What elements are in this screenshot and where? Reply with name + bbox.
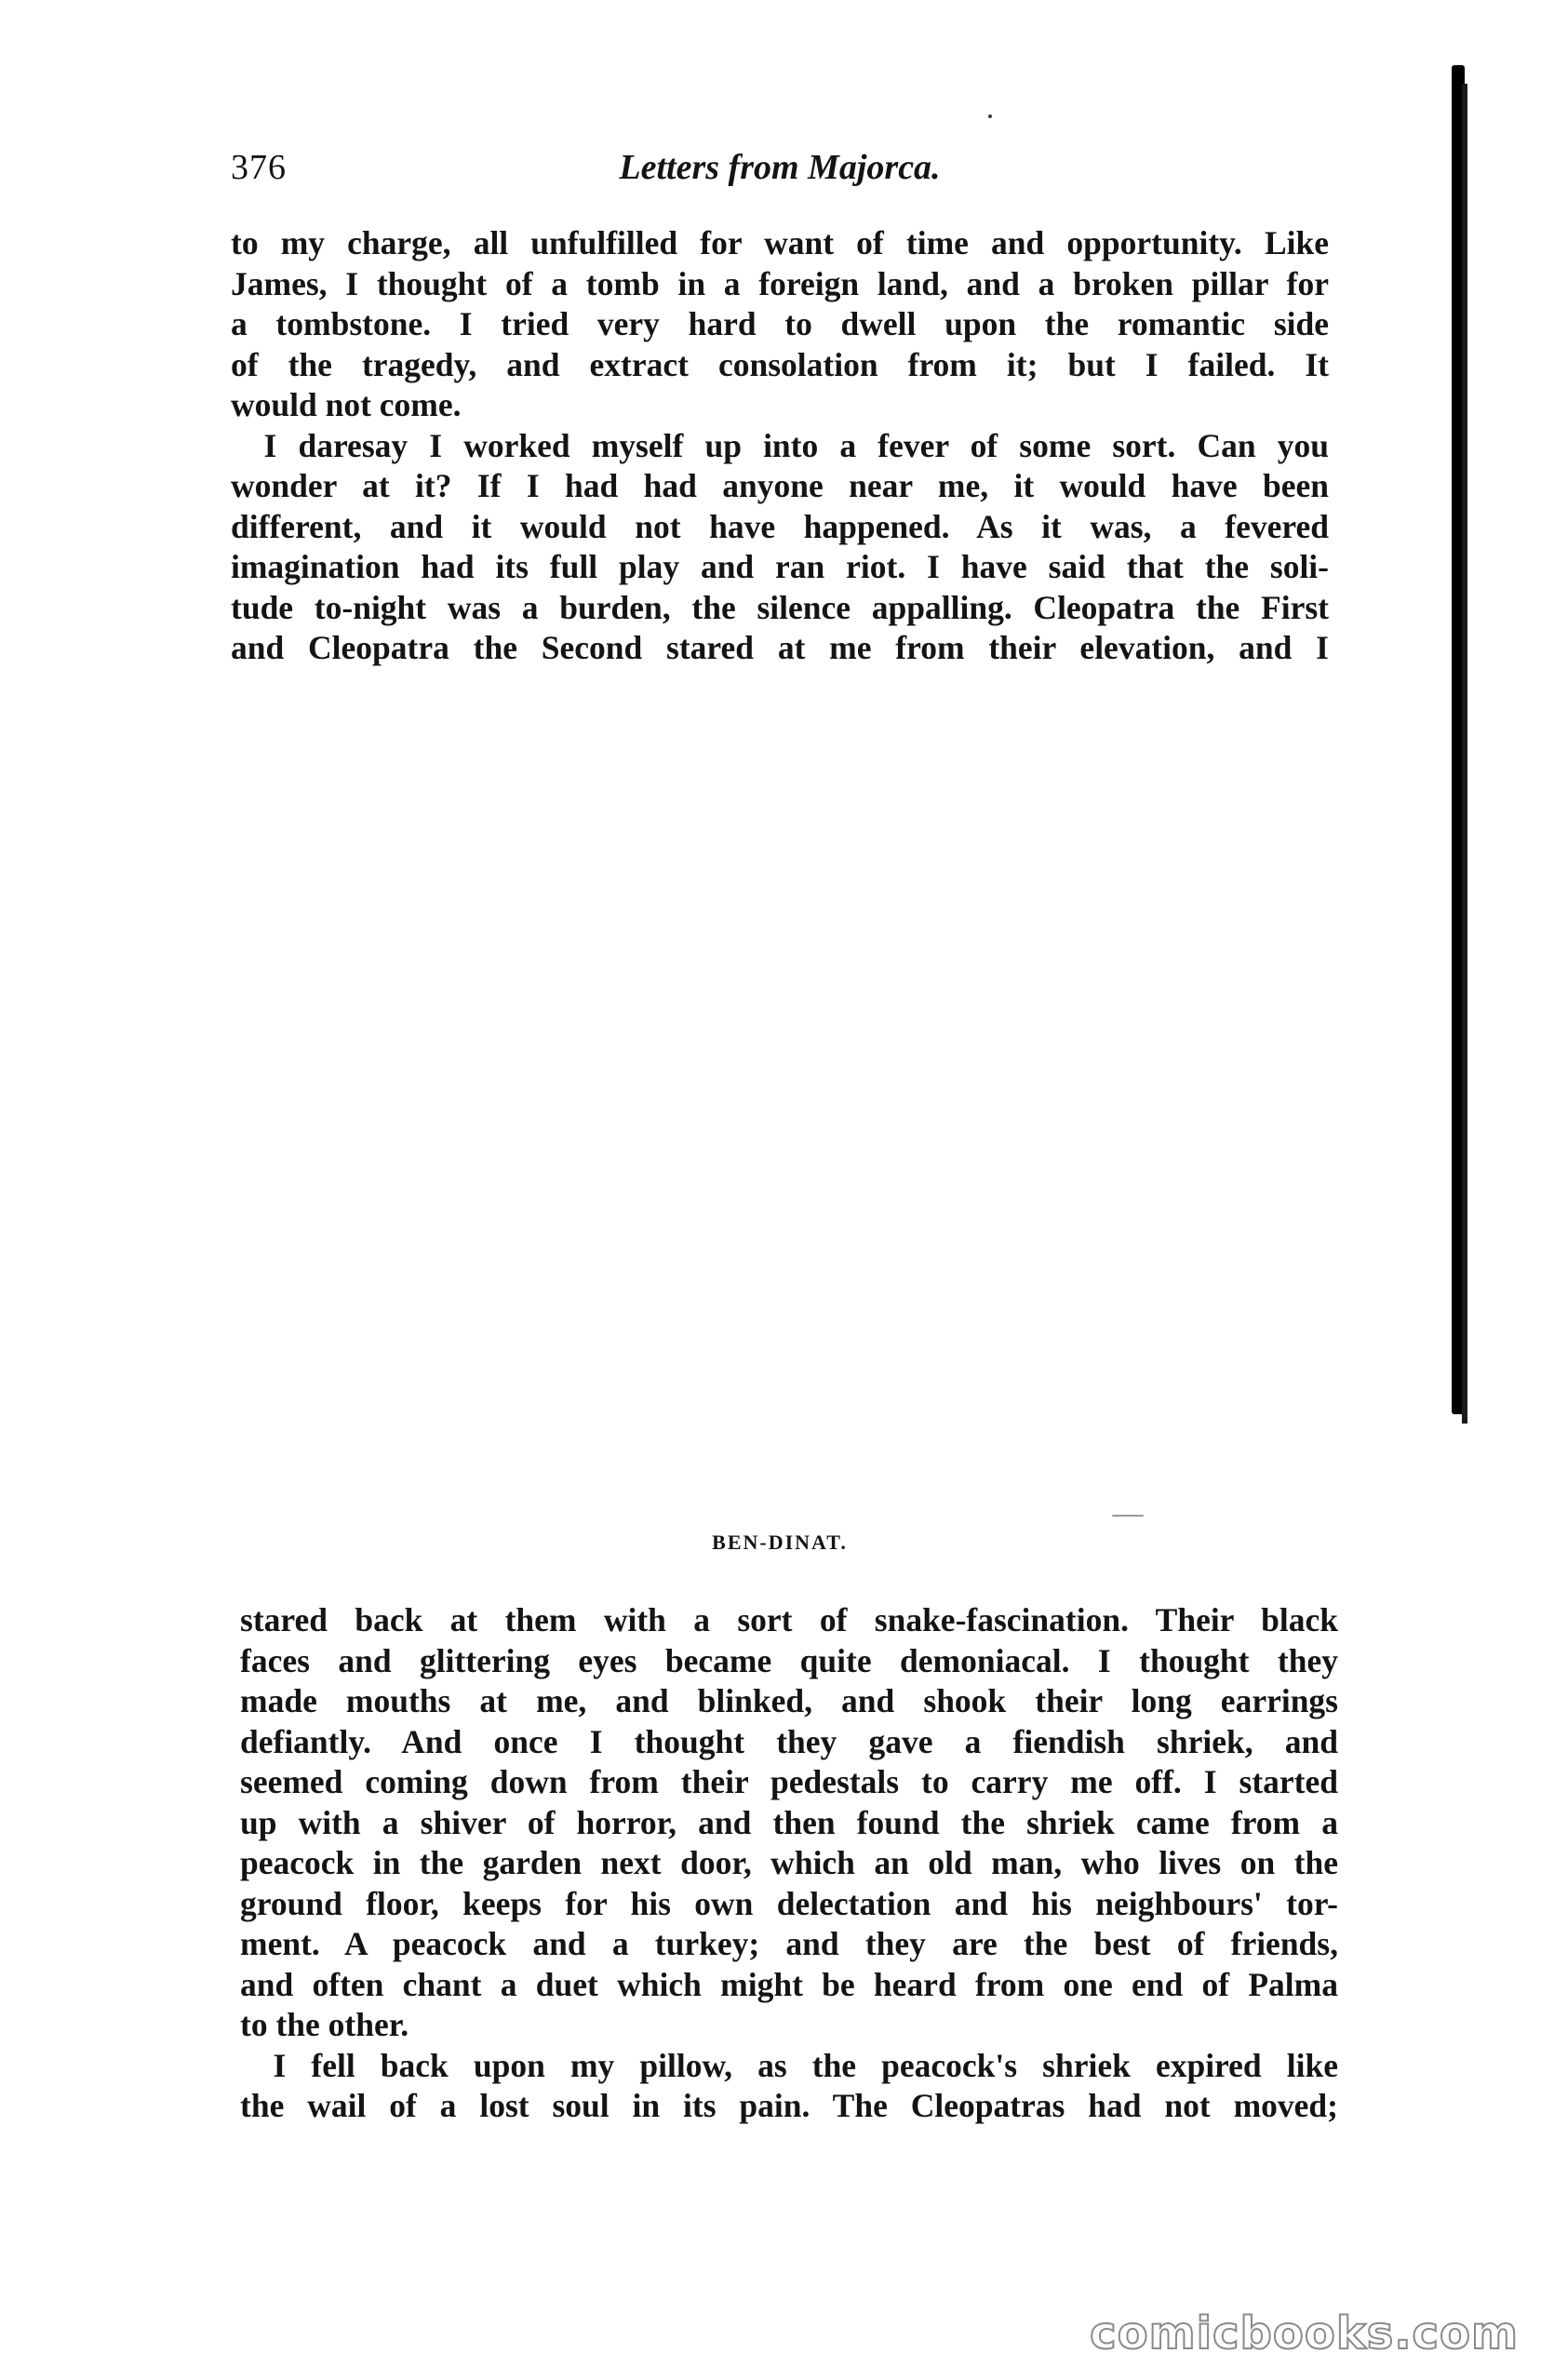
text-line: I daresay I worked myself up into a fever of some sort. Can you [263,426,1329,464]
running-title: Letters from Majorca. [619,148,941,187]
text-line: and often chant a duet which might be heard from one end of Palma [240,1965,1338,2003]
text-line: seemed coming down from their pedestals to carry me off. I started [240,1763,1338,1800]
text-line: imagination had its full play and ran riot. I have said that the soli- [231,548,1329,585]
page-binding-shadow [1462,84,1467,1424]
text-line: up with a shiver of horror, and then found the shriek came from a [240,1803,1338,1841]
site-watermark: comicbooks.com [1090,2307,1519,2360]
body-text-bottom [240,1600,1338,2127]
page-number: 376 [231,148,287,187]
text-line: would not come. [231,386,462,423]
text-line: wonder at it? If I had had anyone near me, it would have been [231,467,1329,504]
illustration-caption: BEN-DINAT. [712,1531,848,1554]
text-line: ground floor, keeps for his own delectation and his neighbours' tor- [240,1884,1338,1922]
text-line: different, and it would not have happened. As it was, a fevered [231,507,1329,545]
text-line: peacock in the garden next door, which an old man, who lives on the [240,1844,1338,1881]
text-line: faces and glittering eyes became quite demoniacal. I thought they [240,1641,1338,1679]
text-line: the wail of a lost soul in its pain. The Cleopatras had not moved; [240,2087,1338,2124]
text-line: defiantly. And once I thought they gave a fiendish shriek, and [240,1722,1338,1760]
scan-speck [1112,1515,1144,1517]
text-line: to my charge, all unfulfilled for want of time and opportunity. Like [231,224,1329,261]
page-header [231,147,1329,203]
text-line: stared back at them with a sort of snake-fascination. Their black [240,1601,1338,1638]
text-line: ment. A peacock and a turkey; and they are the best of friends, [240,1925,1338,1962]
text-line: and Cleopatra the Second stared at me from their elevation, and I [231,629,1329,666]
text-line: made mouths at me, and blinked, and shook their long earrings [240,1682,1338,1719]
body-text-top [231,223,1329,669]
text-line: a tombstone. I tried very hard to dwell upon the romantic side [231,305,1329,342]
text-line: I fell back upon my pillow, as the peacock's shriek expired like [273,2046,1338,2084]
text-line: James, I thought of a tomb in a foreign land, and a broken pillar for [231,264,1329,302]
text-line: tude to-night was a burden, the silence appalling. Cleopatra the First [231,588,1329,626]
scan-speck [988,114,992,118]
text-line: of the tragedy, and extract consolation from it; but I failed. It [231,345,1329,383]
text-line: to the other. [240,2006,409,2043]
